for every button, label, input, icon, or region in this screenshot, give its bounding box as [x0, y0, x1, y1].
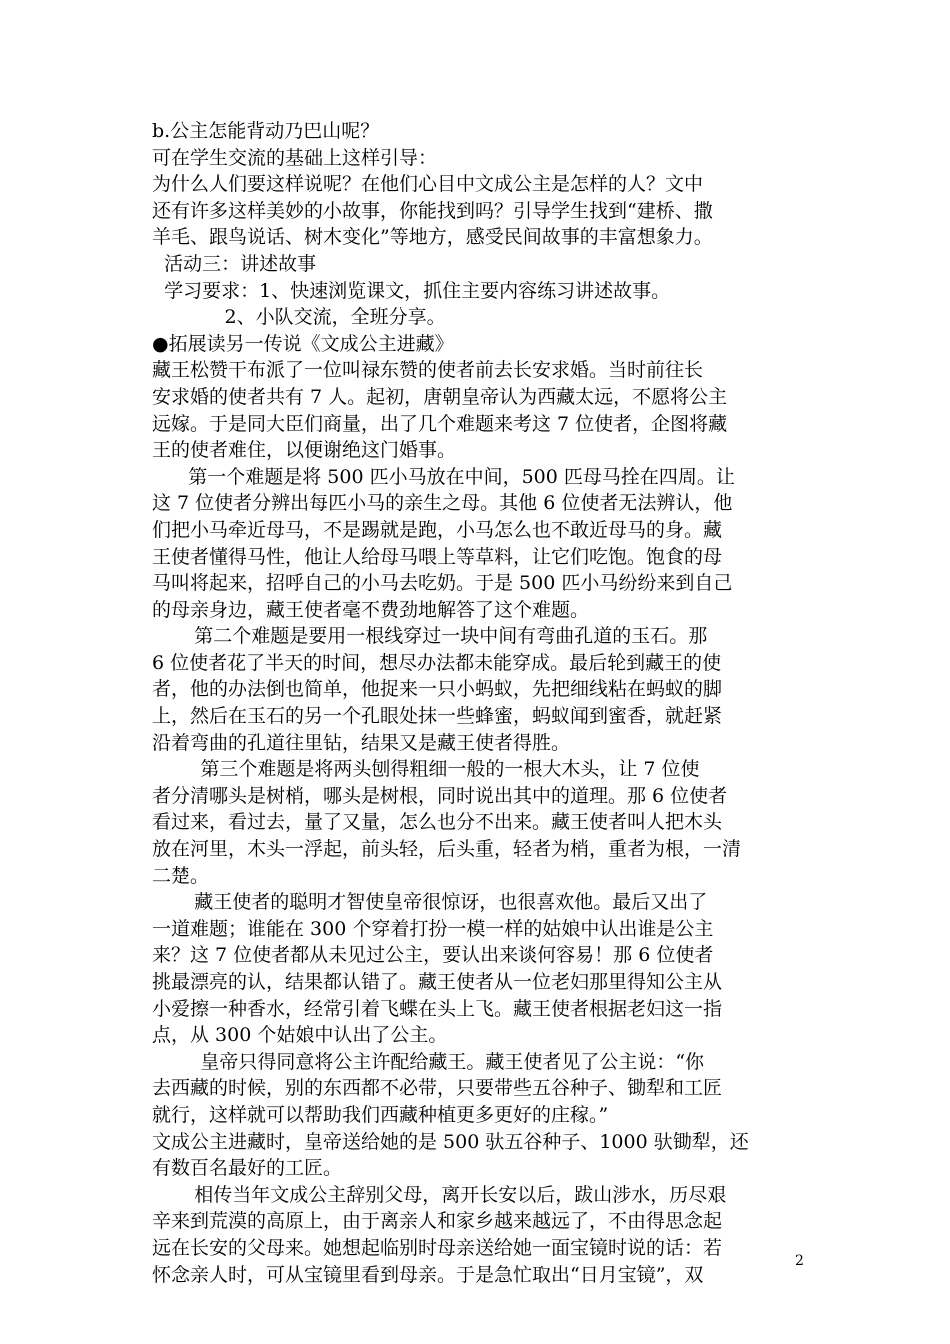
text-line: 小爱擦一种香水，经常引着飞蝶在头上飞。藏王使者根据老妇这一指 — [152, 997, 723, 1020]
text-line: 上，然后在玉石的另一个孔眼处抹一些蜂蜜，蚂蚁闻到蜜香，就赶紧 — [152, 705, 723, 728]
text-line: 相传当年文成公主辞别父母，离开长安以后，跋山涉水，历尽艰 — [152, 1183, 727, 1206]
text-line: 怀念亲人时，可从宝镜里看到母亲。于是急忙取出“日月宝镜”，双 — [152, 1263, 704, 1286]
text-line: 学习要求：1、快速浏览课文，抓住主要内容练习讲述故事。 — [152, 279, 671, 302]
text-line: 羊毛、跟鸟说话、树木变化”等地方，感受民间故事的丰富想象力。 — [152, 226, 713, 249]
text-line: 王的使者难住，以便谢绝这门婚事。 — [152, 439, 457, 462]
text-line: 还有许多这样美妙的小故事，你能找到吗？引导学生找到“建桥、撒 — [152, 199, 713, 222]
text-line: 远在长安的父母来。她想起临别时母亲送给她一面宝镜时说的话：若 — [152, 1236, 723, 1259]
text-line: 沿着弯曲的孔道往里钻，结果又是藏王使者得胜。 — [152, 731, 571, 754]
text-line: 二楚。 — [152, 864, 210, 887]
text-line: 远嫁。于是同大臣们商量，出了几个难题来考这 7 位使者，企图将藏 — [152, 412, 728, 435]
text-line: 者分清哪头是树梢，哪头是树根，同时说出其中的道理。那 6 位使者 — [152, 784, 728, 807]
text-line: 活动三：讲述故事 — [152, 252, 317, 275]
text-line: 马叫将起来，招呼自己的小马去吃奶。于是 500 匹小马纷纷来到自己 — [152, 572, 733, 595]
text-line: 辛来到荒漠的高原上，由于离亲人和家乡越来越远了，不由得思念起 — [152, 1210, 723, 1233]
text-line: 第三个难题是将两头刨得粗细一般的一根大木头，让 7 位使 — [152, 758, 700, 781]
text-line: 文成公主进藏时，皇帝送给她的是 500 驮五谷种子、1000 驮锄犁，还 — [152, 1130, 749, 1153]
text-line: 一道难题；谁能在 300 个穿着打扮一模一样的姑娘中认出谁是公主 — [152, 917, 714, 940]
text-line: 放在河里，木头一浮起，前头轻，后头重，轻者为梢，重者为根，一清 — [152, 838, 742, 861]
text-line: 皇帝只得同意将公主许配给藏王。藏王使者见了公主说：“你 — [152, 1050, 705, 1073]
page-number: 2 — [795, 1253, 804, 1269]
text-line: 者，他的办法倒也简单，他捉来一只小蚂蚁，先把细线粘在蚂蚁的脚 — [152, 678, 723, 701]
text-line: 点，从 300 个姑娘中认出了公主。 — [152, 1024, 448, 1047]
text-line: 看过来，看过去，量了又量，怎么也分不出来。藏王使者叫人把木头 — [152, 811, 723, 834]
text-line: 可在学生交流的基础上这样引导： — [152, 146, 438, 169]
text-line: 第一个难题是将 500 匹小马放在中间，500 匹母马拴在四周。让 — [152, 465, 735, 488]
text-line: 来？这 7 位使者都从未见过公主，要认出来谈何容易！那 6 位使者 — [152, 944, 714, 967]
text-line: 2、小队交流，全班分享。 — [152, 306, 446, 329]
text-line: 的母亲身边，藏王使者毫不费劲地解答了这个难题。 — [152, 598, 590, 621]
text-line: 这 7 位使者分辨出每匹小马的亲生之母。其他 6 位使者无法辨认，他 — [152, 492, 733, 515]
text-line: b.公主怎能背动乃巴山呢？ — [152, 120, 380, 142]
document-body — [152, 118, 812, 1288]
text-line: 挑最漂亮的认，结果都认错了。藏王使者从一位老妇那里得知公主从 — [152, 971, 723, 993]
text-line: 就行，这样就可以帮助我们西藏种植更多更好的庄稼。” — [152, 1103, 609, 1126]
text-line: 们把小马牵近母马，不是踢就是跑，小马怎么也不敢近母马的身。藏 — [152, 518, 723, 541]
text-line: 安求婚的使者共有 7 人。起初，唐朝皇帝认为西藏太远，不愿将公主 — [152, 385, 728, 408]
text-line: 藏王松赞干布派了一位叫禄东赞的使者前去长安求婚。当时前往长 — [152, 359, 704, 382]
text-line: 为什么人们要这样说呢？在他们心目中文成公主是怎样的人？文中 — [152, 173, 704, 196]
text-line: 第二个难题是要用一根线穿过一块中间有弯曲孔道的玉石。那 — [152, 625, 708, 648]
text-line: 藏王使者的聪明才智使皇帝很惊讶，也很喜欢他。最后又出了 — [152, 891, 708, 914]
text-line: 去西藏的时候，别的东西都不必带，只要带些五谷种子、锄犁和工匠 — [152, 1077, 723, 1100]
text-line: 6 位使者花了半天的时间，想尽办法都未能穿成。最后轮到藏王的使 — [152, 651, 722, 674]
text-line: 有数百名最好的工匠。 — [152, 1157, 343, 1180]
text-line: 王使者懂得马性，他让人给母马喂上等草料，让它们吃饱。饱食的母 — [152, 545, 723, 568]
text-line: ●拓展读另一传说《文成公主进藏》 — [152, 332, 454, 355]
